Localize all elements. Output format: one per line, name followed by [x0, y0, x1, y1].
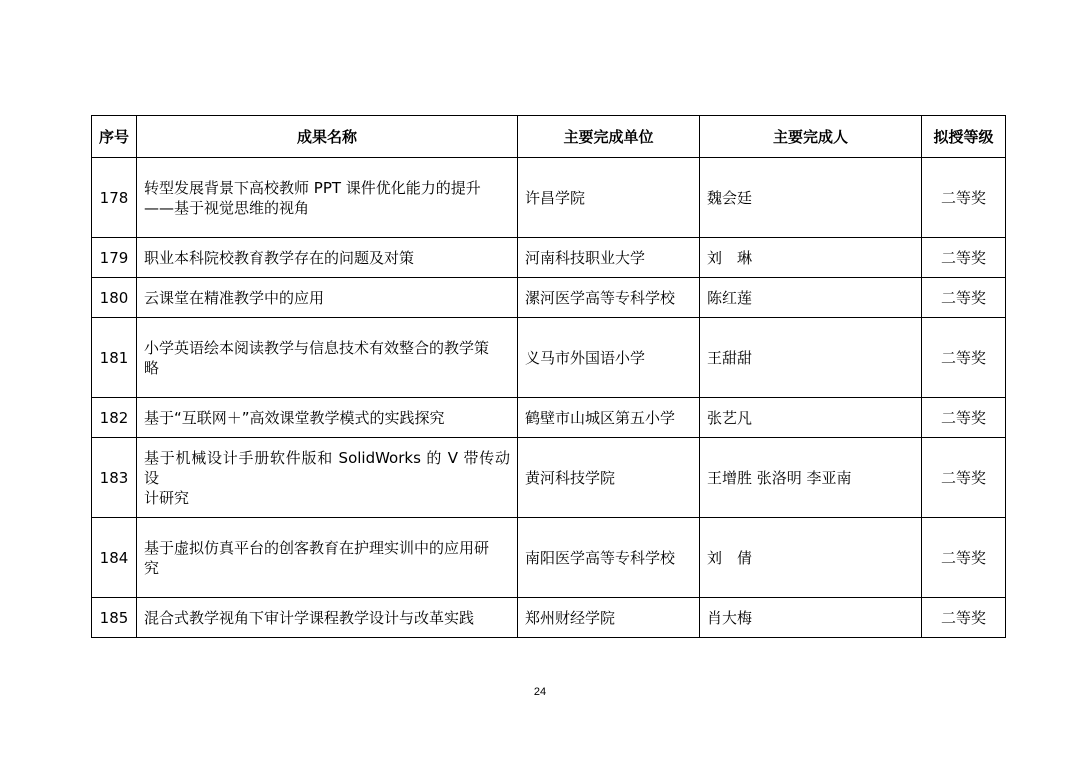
row-title-line: 计研究 [144, 488, 190, 507]
row-people: 刘 琳 [700, 238, 922, 278]
row-num: 179 [92, 238, 137, 278]
row-title-line: ——基于视觉思维的视角 [144, 198, 310, 217]
header-grade: 拟授等级 [922, 116, 1006, 158]
table-row [92, 278, 1006, 318]
row-grade: 二等奖 [922, 598, 1006, 638]
row-unit: 郑州财经学院 [518, 598, 700, 638]
row-num: 183 [92, 438, 137, 518]
row-title-line: 小学英语绘本阅读教学与信息技术有效整合的教学策 [144, 338, 490, 357]
row-grade: 二等奖 [922, 238, 1006, 278]
header-unit: 主要完成单位 [518, 116, 700, 158]
row-num: 184 [92, 518, 137, 598]
row-num: 182 [92, 398, 137, 438]
row-title [137, 158, 518, 238]
row-title-line: 究 [144, 558, 160, 577]
row-title [137, 318, 518, 398]
row-people: 王甜甜 [700, 318, 922, 398]
row-title [137, 598, 518, 638]
row-title-line: 基于虚拟仿真平台的创客教育在护理实训中的应用研 [144, 538, 490, 557]
row-people: 陈红莲 [700, 278, 922, 318]
row-title-line: 基于机械设计手册软件版和 SolidWorks 的 V 带传动设 [144, 448, 510, 487]
row-grade: 二等奖 [922, 318, 1006, 398]
row-unit: 黄河科技学院 [518, 438, 700, 518]
header-num: 序号 [92, 116, 137, 158]
row-num: 180 [92, 278, 137, 318]
row-grade: 二等奖 [922, 518, 1006, 598]
table-row [92, 238, 1006, 278]
table-row [92, 598, 1006, 638]
table-row [92, 438, 1006, 518]
row-people: 肖大梅 [700, 598, 922, 638]
row-grade: 二等奖 [922, 398, 1006, 438]
row-num: 181 [92, 318, 137, 398]
row-unit: 许昌学院 [518, 158, 700, 238]
table-row [92, 518, 1006, 598]
row-unit: 南阳医学高等专科学校 [518, 518, 700, 598]
row-people: 魏会廷 [700, 158, 922, 238]
row-people: 张艺凡 [700, 398, 922, 438]
row-num: 185 [92, 598, 137, 638]
table-row [92, 158, 1006, 238]
row-grade: 二等奖 [922, 438, 1006, 518]
row-unit: 鹤壁市山城区第五小学 [518, 398, 700, 438]
row-title-line: 转型发展背景下高校教师 PPT 课件优化能力的提升 [144, 178, 481, 197]
table-row [92, 398, 1006, 438]
row-title-line: 职业本科院校教育教学存在的问题及对策 [144, 248, 415, 267]
row-unit: 河南科技职业大学 [518, 238, 700, 278]
row-title-line: 混合式教学视角下审计学课程教学设计与改革实践 [144, 608, 475, 627]
row-title-line: 基于“互联网＋”高效课堂教学模式的实践探究 [144, 408, 445, 427]
row-unit: 义马市外国语小学 [518, 318, 700, 398]
row-title-line: 云课堂在精准教学中的应用 [144, 288, 325, 307]
row-title [137, 278, 518, 318]
page-number: 24 [533, 686, 547, 698]
row-title-line: 略 [144, 358, 160, 377]
header-people: 主要完成人 [700, 116, 922, 158]
row-grade: 二等奖 [922, 278, 1006, 318]
table-row [92, 318, 1006, 398]
row-unit: 漯河医学高等专科学校 [518, 278, 700, 318]
row-title [137, 518, 518, 598]
table-header-row [92, 116, 1006, 158]
row-title [137, 398, 518, 438]
row-title [137, 238, 518, 278]
row-title [137, 438, 518, 518]
row-people: 王增胜 张洛明 李亚南 [700, 438, 922, 518]
row-people: 刘 倩 [700, 518, 922, 598]
row-num: 178 [92, 158, 137, 238]
row-grade: 二等奖 [922, 158, 1006, 238]
awards-table [91, 115, 1006, 638]
header-title: 成果名称 [137, 116, 518, 158]
